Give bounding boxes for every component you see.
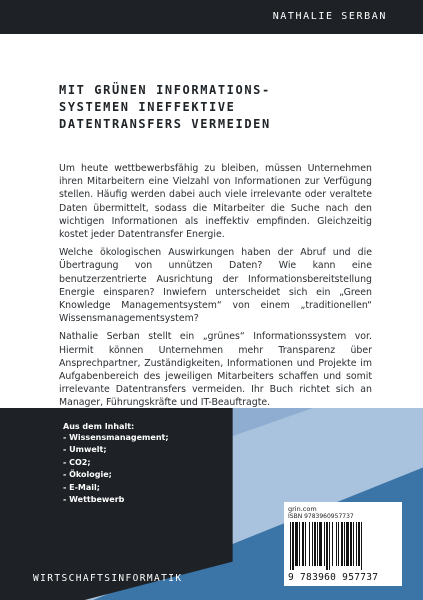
blurb-paragraph: Um heute wettbewerbsfähig zu bleiben, müssen Unternehmen ihren Mitarbeitern eine Vielzahl von Informationen zur Verfügung stellen. Häufig werden dabei auch viele irrelevante oder veraltete Daten übermittelt, sodass die Mitarbeiter die Suche nach den wichtigen Informationen als ineffektiv empfinden. Gleichzeitig kostet jeder Datentransfer Energie.: [59, 163, 372, 241]
header-bar: [0, 0, 423, 34]
barcode-graphic: [288, 522, 398, 570]
contents-item: - E-Mail;: [63, 482, 100, 492]
title-line: MIT GRÜNEN INFORMATIONS-: [59, 83, 271, 97]
contents-heading: Aus dem Inhalt:: [63, 422, 135, 431]
blurb-paragraph: Nathalie Serban stellt ein „grünes“ Informationssystem vor. Hiermit können Unternehmen mehr Transparenz über Ansprechpartner, Zuständigkeiten, Informationen und Projekte im Aufgabenbereich des jeweiligen Mitarbeiters schaffen und somit irrelevante Datentransfers vermeiden. Ihr Buch richtet sich an Manager, Führungskräfte und IT-Beauftragte.: [59, 331, 372, 409]
contents-list: [63, 432, 169, 506]
title-line: SYSTEMEN INEFFEKTIVE: [59, 100, 236, 114]
barcode-digits: 9 783960 957737: [288, 572, 379, 583]
isbn-label: ISBN 9783960957737: [288, 513, 354, 520]
book-title: [59, 82, 399, 133]
author-name: NATHALIE SERBAN: [272, 11, 387, 22]
contents-item: - Umwelt;: [63, 445, 107, 455]
blurb-paragraph: Welche ökologischen Auswirkungen haben der Abruf und die Übertragung von unnützen Daten? Wie kann eine benutzerzentrierte Ausrichtung der Informationsbereitstellung Energie einsparen? Inwiefern unterscheidet sich ein „Green Knowledge Managementsystem“ von einem „traditionellen“ Wissensmanagementsystem?: [59, 247, 372, 325]
barcode-panel: [284, 502, 402, 586]
contents-item: - CO2;: [63, 457, 91, 467]
contents-item: - Wettbewerb: [63, 495, 125, 505]
publisher-url: grin.com: [288, 505, 317, 513]
blurb: [59, 162, 372, 415]
series-label: WIRTSCHAFTSINFORMATIK: [33, 573, 183, 584]
title-line: DATENTRANSFERS VERMEIDEN: [59, 117, 271, 131]
contents-item: - Ökologie;: [63, 470, 112, 480]
contents-item: - Wissensmanagement;: [63, 433, 169, 442]
